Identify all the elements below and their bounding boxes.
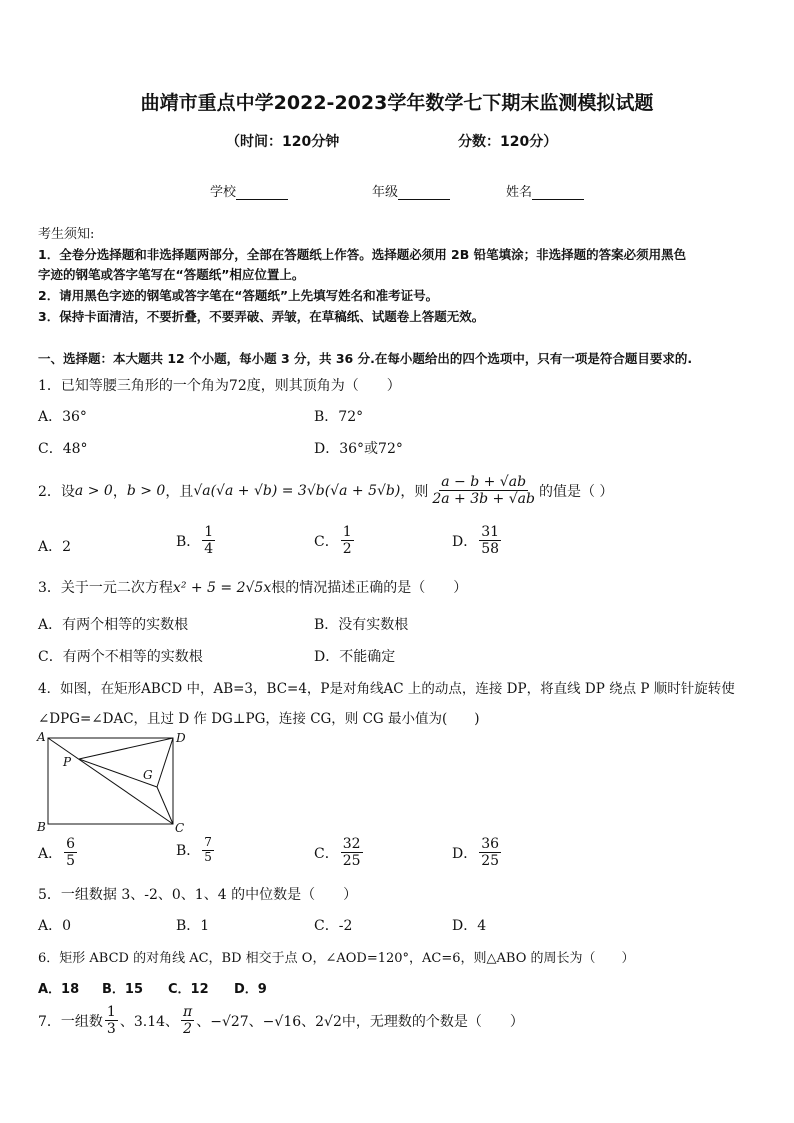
q4-a-den: 5 xyxy=(66,853,76,870)
label-a: A xyxy=(37,730,46,744)
name-field xyxy=(506,181,584,200)
q2-cond-a: a > 0 xyxy=(74,482,113,499)
q4-a-frac xyxy=(64,836,77,869)
label-c: C xyxy=(175,821,185,835)
notice-item-1a: 1．全卷分选择题和非选择题两部分，全部在答题纸上作答。选择题必须用 2B 铅笔填涂；非选择题的答案必须用黑色 xyxy=(38,247,687,262)
q7-text-1: 7．一组数 xyxy=(38,1013,103,1030)
q3-option-b[interactable]: B．没有实数根 xyxy=(314,617,409,633)
q2-d-label: D． xyxy=(452,533,478,550)
q4-c-label: C． xyxy=(314,845,339,862)
q4-d-num: 36 xyxy=(481,836,500,852)
q5-option-b[interactable]: B．1 xyxy=(176,918,210,934)
q4-c-den: 25 xyxy=(342,853,361,870)
q4-b-frac xyxy=(202,836,214,865)
school-blank[interactable] xyxy=(236,187,288,200)
q2-option-a[interactable]: A．2 xyxy=(38,539,72,555)
q3-option-a[interactable]: A．有两个相等的实数根 xyxy=(38,617,189,633)
q6-option-c[interactable]: C．12 xyxy=(168,982,209,997)
q6-stem: 6．矩形 ABCD 的对角线 AC，BD 相交于点 O，∠AOD=120°，AC=6，则△ABO 的周长为（ ） xyxy=(38,951,635,966)
notice-item-1b: 字迹的钢笔或答字笔写在“答题纸”相应位置上。 xyxy=(38,267,305,282)
q4-option-b[interactable] xyxy=(176,836,216,865)
q1-stem: 1．已知等腰三角形的一个角为72度，则其顶角为（ ） xyxy=(38,378,401,394)
q5-stem: 5．一组数据 3、-2、0、1、4 的中位数是（ ） xyxy=(38,887,358,903)
q7-frac-2-den: 2 xyxy=(183,1021,193,1038)
diagonal-ac xyxy=(48,738,173,824)
exam-time: （时间：120分钟 xyxy=(226,134,340,150)
q2-fraction-num: a − b + √ab xyxy=(441,474,527,490)
q4-option-a[interactable] xyxy=(38,836,79,869)
notice-heading: 考生须知: xyxy=(38,227,95,242)
q5-option-c[interactable]: C．-2 xyxy=(314,918,353,934)
label-b: B xyxy=(37,820,46,834)
q2-text-1: 2．设 xyxy=(38,483,75,500)
grade-field xyxy=(372,181,450,200)
school-field xyxy=(210,181,288,200)
q1-option-b[interactable]: B．72° xyxy=(314,409,364,425)
q4-d-frac xyxy=(479,836,501,869)
q7-stem xyxy=(38,1004,524,1037)
q3-option-c[interactable]: C．有两个不相等的实数根 xyxy=(38,649,203,665)
q2-d-num: 31 xyxy=(481,524,500,540)
q4-c-frac xyxy=(341,836,363,869)
name-blank[interactable] xyxy=(532,187,584,200)
q7-text-4: 中，无理数的个数是（ ） xyxy=(341,1013,524,1030)
q3-equation: x² + 5 = 2√5x xyxy=(172,580,272,596)
q4-b-label: B． xyxy=(176,843,201,860)
q4-option-c[interactable] xyxy=(314,836,365,869)
q4-stem-line2: ∠DPG=∠DAC，且过 D 作 DG⊥PG，连接 CG，则 CG 最小值为( ) xyxy=(38,711,480,727)
q5-option-d[interactable]: D．4 xyxy=(452,918,487,934)
q5-option-a[interactable]: A．0 xyxy=(38,918,72,934)
q7-frac-1-den: 3 xyxy=(106,1021,116,1038)
q4-figure xyxy=(30,726,200,838)
q2-fraction-den: 2a + 3b + √ab xyxy=(432,491,535,508)
q1-option-c[interactable]: C．48° xyxy=(38,441,88,457)
q2-d-frac xyxy=(479,524,501,557)
label-p: P xyxy=(63,755,72,769)
notice-item-3: 3．保持卡面清洁，不要折叠，不要弄破、弄皱，在草稿纸、试题卷上答题无效。 xyxy=(38,309,485,324)
q7-frac-2-num: π xyxy=(183,1004,193,1020)
q4-b-num: 7 xyxy=(204,835,212,849)
q3-text-2: 根的情况描述正确的是（ ） xyxy=(271,580,468,596)
name-label: 姓名 xyxy=(506,185,533,200)
q2-option-d[interactable] xyxy=(452,524,503,557)
q4-a-num: 6 xyxy=(66,836,76,852)
q2-option-c[interactable] xyxy=(314,524,356,557)
q4-d-label: D． xyxy=(452,845,478,862)
q2-stem xyxy=(38,474,613,507)
q1-option-d[interactable]: D．36°或72° xyxy=(314,441,403,457)
q4-stem-line1: 4．如图，在矩形ABCD 中，AB=3，BC=4，P是对角线AC 上的动点，连接 DP，将直线 DP 绕点 P 顺时针旋转使 xyxy=(38,681,735,697)
q3-stem xyxy=(38,577,467,597)
q2-option-b[interactable] xyxy=(176,524,217,557)
q2-equation: √a(√a + √b) = 3√b(√a + 5√b) xyxy=(193,482,401,499)
q2-c-den: 2 xyxy=(342,541,352,558)
q4-d-den: 25 xyxy=(481,853,500,870)
q6-option-d[interactable]: D．9 xyxy=(234,982,267,997)
q3-text-1: 3．关于一元二次方程 xyxy=(38,580,173,596)
q7-frac-1-num: 1 xyxy=(106,1004,116,1020)
q2-cond-b: b > 0 xyxy=(126,482,166,499)
section-heading: 一、选择题：本大题共 12 个小题，每小题 3 分，共 36 分.在每小题给出的四个选项中，只有一项是符合题目要求的. xyxy=(38,351,693,366)
q2-b-num: 1 xyxy=(204,524,214,540)
q2-text-3: ，且 xyxy=(165,483,194,500)
notice-item-2: 2．请用黑色字迹的钢笔或答字笔在“答题纸”上先填写姓名和准考证号。 xyxy=(38,288,439,303)
q7-frac-2 xyxy=(181,1004,194,1037)
segment-dg xyxy=(157,738,173,787)
grade-blank[interactable] xyxy=(398,187,450,200)
q6-option-b[interactable]: B．15 xyxy=(102,982,143,997)
page-title: 曲靖市重点中学2022-2023学年数学七下期末监测模拟试题 xyxy=(140,92,654,114)
q4-b-den: 5 xyxy=(204,849,212,864)
q2-text-4: ，则 xyxy=(400,483,429,500)
grade-label: 年级 xyxy=(372,185,399,200)
q4-a-label: A． xyxy=(38,845,63,862)
q7-text-3: 、−√27、−√16、2√2 xyxy=(196,1013,342,1030)
q2-c-frac xyxy=(341,524,354,557)
q2-c-label: C． xyxy=(314,533,339,550)
q2-fraction xyxy=(430,474,537,507)
q2-b-frac xyxy=(202,524,215,557)
q4-c-num: 32 xyxy=(342,836,361,852)
q2-text-5: 的值是（ ） xyxy=(538,483,614,500)
q2-text-2: ， xyxy=(112,483,127,500)
q3-option-d[interactable]: D．不能确定 xyxy=(314,649,396,665)
school-label: 学校 xyxy=(210,185,237,200)
q1-option-a[interactable]: A．36° xyxy=(38,409,87,425)
q4-option-d[interactable] xyxy=(452,836,503,869)
label-d: D xyxy=(176,731,186,745)
label-g: G xyxy=(143,768,153,782)
q2-d-den: 58 xyxy=(481,541,500,558)
exam-score: 分数：120分） xyxy=(458,134,558,150)
q7-frac-1 xyxy=(105,1004,118,1037)
q2-c-num: 1 xyxy=(342,524,352,540)
q7-text-2: 、3.14、 xyxy=(119,1013,180,1030)
segment-pd xyxy=(79,738,173,759)
q2-b-label: B． xyxy=(176,533,201,550)
q2-b-den: 4 xyxy=(204,541,214,558)
q6-option-a[interactable]: A．18 xyxy=(38,982,80,997)
